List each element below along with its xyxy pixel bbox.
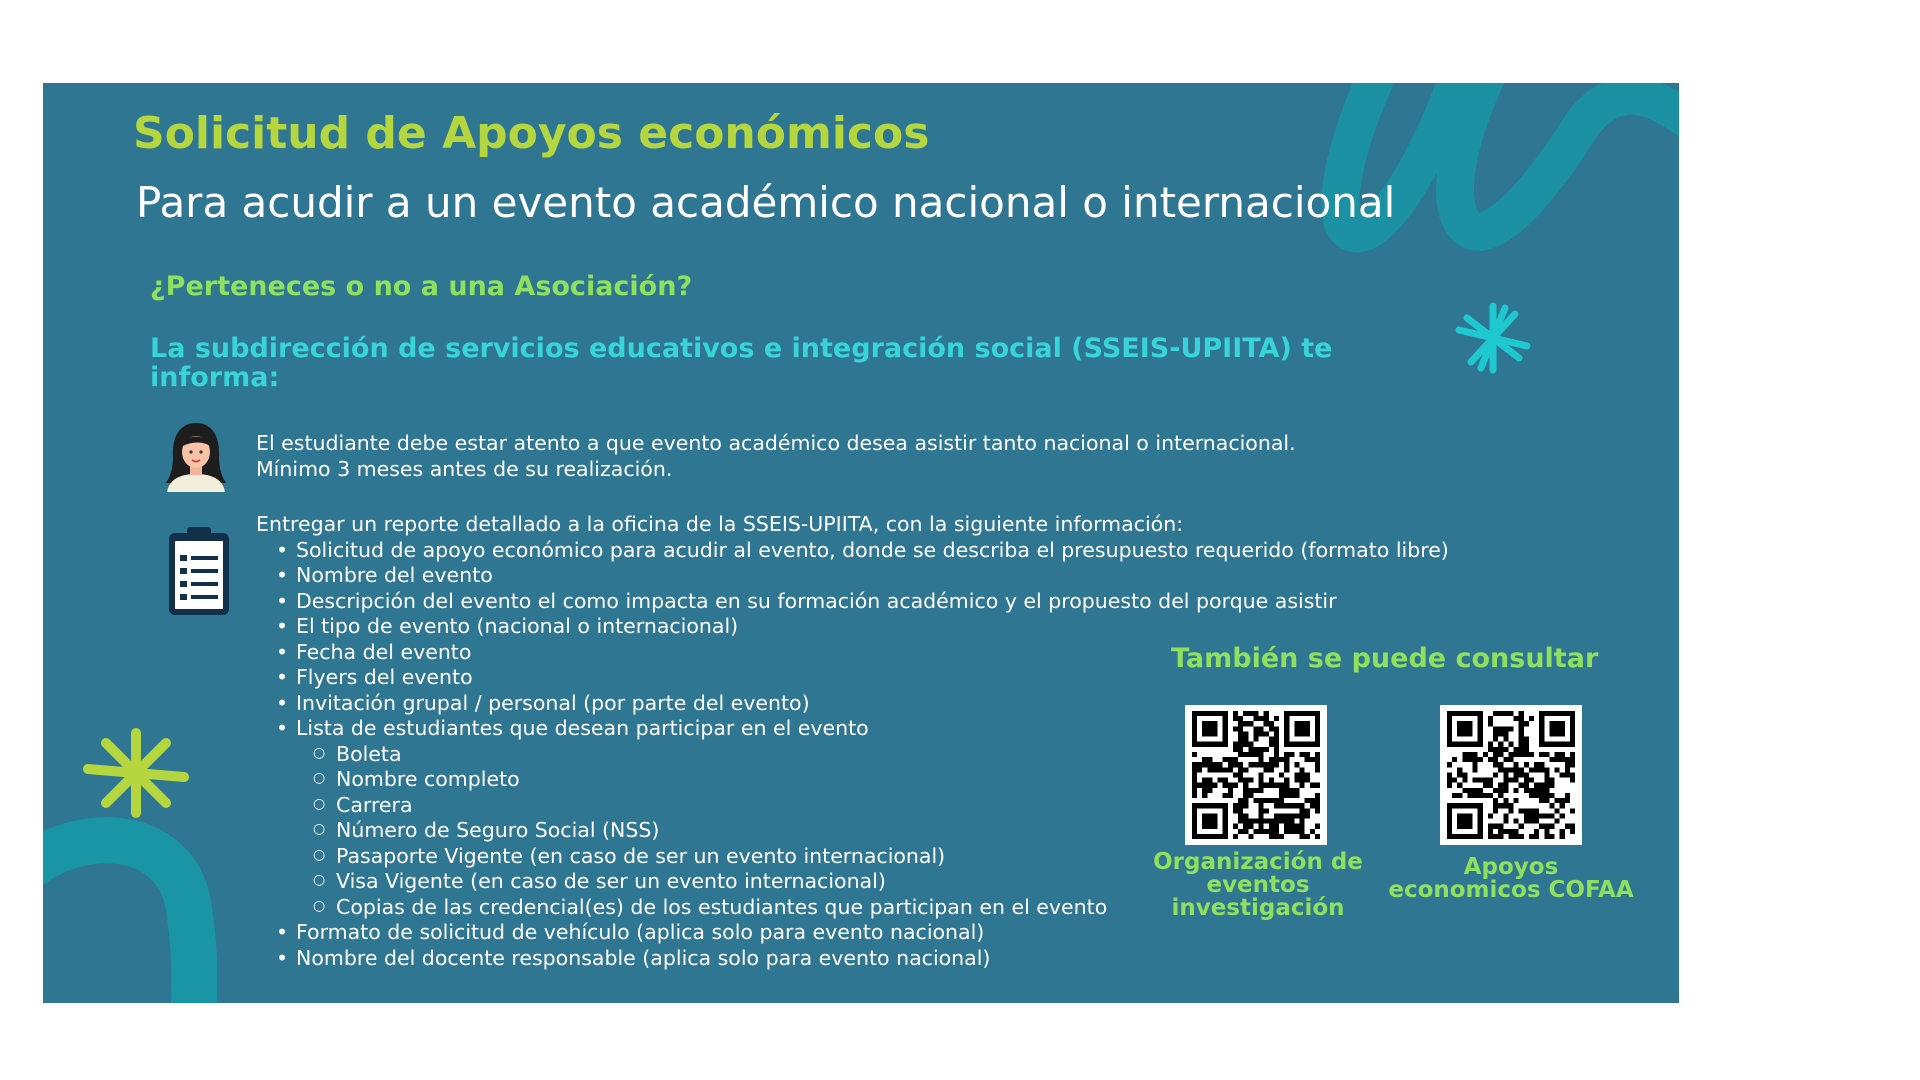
consult-heading: También se puede consultar bbox=[1171, 643, 1599, 674]
sseis-notice-heading: La subdirección de servicios educativos e integración social (SSEIS-UPIITA) te informa: bbox=[150, 333, 1333, 393]
notice-line: Mínimo 3 meses antes de su realización. bbox=[256, 457, 673, 481]
list-item: • Flyers del evento bbox=[256, 665, 1449, 691]
clipboard-checklist-icon bbox=[167, 525, 231, 617]
list-item: • Solicitud de apoyo económico para acudir al evento, donde se describa el presupuesto requerido (formato libre) bbox=[256, 538, 1449, 564]
student-avatar-icon bbox=[161, 419, 231, 492]
list-item: ○ Copias de las credencial(es) de los estudiantes que participan en el evento bbox=[256, 895, 1449, 921]
qr-code-events[interactable] bbox=[1185, 705, 1327, 845]
qr-label-line: Apoyos bbox=[1463, 854, 1559, 880]
list-item: • Nombre del evento bbox=[256, 563, 1449, 589]
qr-code-cofaa[interactable] bbox=[1440, 705, 1582, 845]
qr-label-cofaa bbox=[1383, 856, 1639, 902]
qr-code-icon bbox=[1191, 711, 1321, 839]
list-item: • Nombre del docente responsable (aplica solo para evento nacional) bbox=[256, 946, 1449, 972]
green-star-decoration bbox=[88, 733, 184, 813]
list-item: ○ Número de Seguro Social (NSS) bbox=[256, 818, 1449, 844]
cyan-star-decoration bbox=[1459, 306, 1527, 370]
page-subtitle: Para acudir a un evento académico nacional o internacional bbox=[136, 178, 1396, 227]
list-item: • Descripción del evento el como impacta en su formación académico y el propuesto del porque asistir bbox=[256, 589, 1449, 615]
list-item: ○ Carrera bbox=[256, 793, 1449, 819]
list-item: • Formato de solicitud de vehículo (aplica solo para evento nacional) bbox=[256, 920, 1449, 946]
report-intro: Entregar un reporte detallado a la oficina de la SSEIS-UPIITA, con la siguiente información: bbox=[256, 512, 1184, 536]
info-banner bbox=[43, 83, 1679, 1003]
final-requirements-list bbox=[256, 920, 1449, 971]
qr-code-icon bbox=[1446, 711, 1576, 839]
notice-paragraph bbox=[256, 430, 1296, 482]
arc-decoration bbox=[43, 840, 194, 1003]
list-item: ○ Visa Vigente (en caso de ser un evento internacional) bbox=[256, 869, 1449, 895]
page-title: Solicitud de Apoyos económicos bbox=[133, 108, 930, 159]
list-item: ○ Boleta bbox=[256, 742, 1449, 768]
list-item: ○ Pasaporte Vigente (en caso de ser un evento internacional) bbox=[256, 844, 1449, 870]
qr-label-line: eventos bbox=[1206, 872, 1310, 898]
list-item: ○ Nombre completo bbox=[256, 767, 1449, 793]
list-item: • Lista de estudiantes que desean participar en el evento bbox=[256, 716, 1449, 742]
qr-label-line: Organización de bbox=[1153, 849, 1363, 875]
qr-label-line: investigación bbox=[1171, 895, 1345, 921]
notice-line: El estudiante debe estar atento a que evento académico desea asistir tanto nacional o internacional. bbox=[256, 431, 1296, 455]
list-item: • El tipo de evento (nacional o internacional) bbox=[256, 614, 1449, 640]
qr-label-events bbox=[1153, 851, 1363, 920]
list-item: • Invitación grupal / personal (por parte del evento) bbox=[256, 691, 1449, 717]
list-item: • Fecha del evento bbox=[256, 640, 1449, 666]
association-question: ¿Perteneces o no a una Asociación? bbox=[150, 271, 693, 302]
qr-label-line: economicos COFAA bbox=[1388, 877, 1634, 903]
